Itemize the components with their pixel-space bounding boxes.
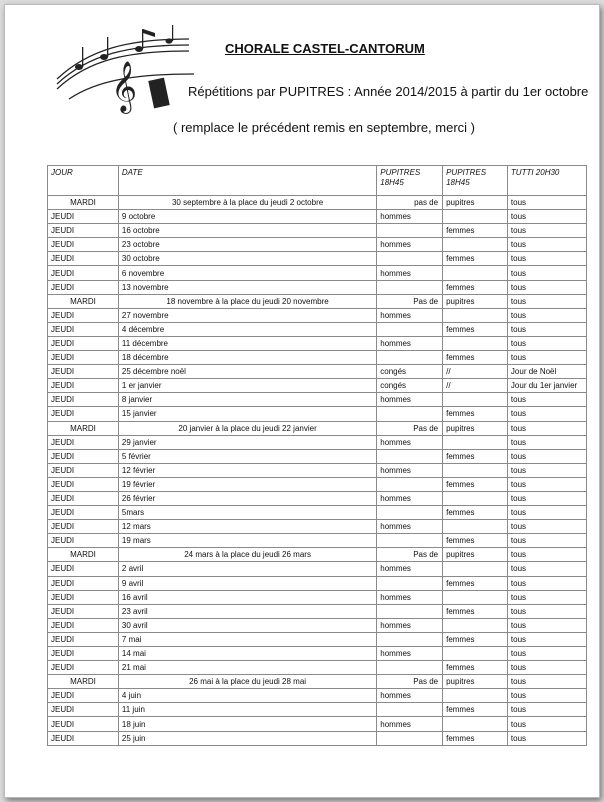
table-row xyxy=(48,661,587,675)
cell-pupitres-1 xyxy=(377,506,443,520)
cell-jour: JEUDI xyxy=(48,477,119,491)
cell-date: 11 juin xyxy=(118,703,376,717)
cell-pupitres-1 xyxy=(377,224,443,238)
cell-pupitres-2: femmes xyxy=(443,449,508,463)
table-row xyxy=(48,407,587,421)
cell-date: 8 janvier xyxy=(118,393,376,407)
column-header-pupitres-1: PUPITRES 18H45 xyxy=(377,166,443,196)
cell-pupitres-2 xyxy=(443,393,508,407)
cell-jour: JEUDI xyxy=(48,238,119,252)
cell-pupitres-1: hommes xyxy=(377,520,443,534)
cell-pupitres-2: femmes xyxy=(443,280,508,294)
cell-jour: MARDI xyxy=(48,548,119,562)
cell-tutti: tous xyxy=(507,393,586,407)
cell-pupitres-1: hommes xyxy=(377,210,443,224)
cell-tutti: tous xyxy=(507,534,586,548)
cell-pupitres-2: femmes xyxy=(443,407,508,421)
cell-tutti: tous xyxy=(507,647,586,661)
rehearsal-schedule-table xyxy=(47,165,587,746)
cell-date: 11 décembre xyxy=(118,336,376,350)
cell-pupitres-2: femmes xyxy=(443,252,508,266)
cell-date: 1 er janvier xyxy=(118,379,376,393)
cell-date: 4 juin xyxy=(118,689,376,703)
cell-pupitres-1: congés xyxy=(377,365,443,379)
cell-date: 19 mars xyxy=(118,534,376,548)
cell-jour: JEUDI xyxy=(48,336,119,350)
cell-pupitres-2: femmes xyxy=(443,731,508,745)
table-row xyxy=(48,477,587,491)
cell-date: 18 novembre à la place du jeudi 20 novembre xyxy=(118,294,376,308)
cell-date: 26 mai à la place du jeudi 28 mai xyxy=(118,675,376,689)
cell-tutti: tous xyxy=(507,351,586,365)
cell-date: 18 décembre xyxy=(118,351,376,365)
column-header-pupitres-2: PUPITRES 18H45 xyxy=(443,166,508,196)
table-row xyxy=(48,266,587,280)
table-row xyxy=(48,365,587,379)
cell-pupitres-2: femmes xyxy=(443,604,508,618)
cell-tutti: tous xyxy=(507,421,586,435)
cell-jour: JEUDI xyxy=(48,506,119,520)
cell-jour: JEUDI xyxy=(48,703,119,717)
cell-pupitres-1: hommes xyxy=(377,238,443,252)
cell-pupitres-2: // xyxy=(443,365,508,379)
cell-tutti: tous xyxy=(507,717,586,731)
cell-jour: JEUDI xyxy=(48,365,119,379)
cell-jour: JEUDI xyxy=(48,280,119,294)
cell-jour: JEUDI xyxy=(48,308,119,322)
cell-date: 27 novembre xyxy=(118,308,376,322)
table-row xyxy=(48,463,587,477)
table-row xyxy=(48,731,587,745)
table-row xyxy=(48,308,587,322)
cell-tutti: tous xyxy=(507,590,586,604)
cell-pupitres-1: Pas de xyxy=(377,294,443,308)
cell-pupitres-1: hommes xyxy=(377,689,443,703)
svg-text:𝄞: 𝄞 xyxy=(111,61,138,112)
cell-pupitres-1: hommes xyxy=(377,647,443,661)
cell-tutti: Jour du 1er janvier xyxy=(507,379,586,393)
cell-tutti: tous xyxy=(507,463,586,477)
cell-pupitres-1: hommes xyxy=(377,393,443,407)
cell-pupitres-2: pupitres xyxy=(443,196,508,210)
cell-date: 2 avril xyxy=(118,562,376,576)
cell-tutti: tous xyxy=(507,238,586,252)
table-row xyxy=(48,351,587,365)
document-title: CHORALE CASTEL-CANTORUM xyxy=(225,41,425,56)
cell-date: 18 juin xyxy=(118,717,376,731)
cell-tutti: tous xyxy=(507,196,586,210)
document-page xyxy=(4,4,600,798)
cell-pupitres-1: hommes xyxy=(377,435,443,449)
cell-pupitres-1 xyxy=(377,576,443,590)
cell-date: 19 février xyxy=(118,477,376,491)
cell-pupitres-2: femmes xyxy=(443,576,508,590)
cell-pupitres-2 xyxy=(443,308,508,322)
cell-tutti: tous xyxy=(507,308,586,322)
cell-jour: JEUDI xyxy=(48,435,119,449)
table-row xyxy=(48,520,587,534)
cell-jour: JEUDI xyxy=(48,534,119,548)
cell-pupitres-1: hommes xyxy=(377,308,443,322)
cell-tutti: tous xyxy=(507,661,586,675)
cell-date: 7 mai xyxy=(118,632,376,646)
cell-date: 16 avril xyxy=(118,590,376,604)
cell-pupitres-2: femmes xyxy=(443,224,508,238)
cell-pupitres-1: hommes xyxy=(377,336,443,350)
column-header-tutti: TUTTI 20H30 xyxy=(507,166,586,196)
cell-pupitres-1 xyxy=(377,280,443,294)
cell-jour: JEUDI xyxy=(48,576,119,590)
table-row xyxy=(48,632,587,646)
table-row xyxy=(48,534,587,548)
cell-pupitres-1: Pas de xyxy=(377,421,443,435)
cell-jour: JEUDI xyxy=(48,647,119,661)
cell-pupitres-2 xyxy=(443,717,508,731)
table-row-special xyxy=(48,675,587,689)
cell-date: 20 janvier à la place du jeudi 22 janvier xyxy=(118,421,376,435)
cell-date: 5mars xyxy=(118,506,376,520)
cell-tutti: tous xyxy=(507,477,586,491)
cell-pupitres-2: pupitres xyxy=(443,294,508,308)
cell-pupitres-1: pas de xyxy=(377,196,443,210)
cell-tutti: tous xyxy=(507,506,586,520)
table-row xyxy=(48,604,587,618)
cell-tutti: tous xyxy=(507,336,586,350)
cell-date: 25 décembre noël xyxy=(118,365,376,379)
cell-jour: JEUDI xyxy=(48,252,119,266)
cell-pupitres-2 xyxy=(443,238,508,252)
cell-pupitres-2 xyxy=(443,647,508,661)
cell-pupitres-2: femmes xyxy=(443,661,508,675)
cell-pupitres-2: femmes xyxy=(443,703,508,717)
cell-pupitres-2: pupitres xyxy=(443,421,508,435)
cell-tutti: tous xyxy=(507,520,586,534)
cell-tutti: tous xyxy=(507,449,586,463)
cell-pupitres-1: congés xyxy=(377,379,443,393)
cell-pupitres-2: femmes xyxy=(443,322,508,336)
cell-tutti: tous xyxy=(507,252,586,266)
cell-date: 30 avril xyxy=(118,618,376,632)
cell-date: 25 juin xyxy=(118,731,376,745)
cell-tutti: tous xyxy=(507,731,586,745)
document-note: ( remplace le précédent remis en septembre, merci ) xyxy=(173,120,476,135)
cell-jour: MARDI xyxy=(48,294,119,308)
table-row xyxy=(48,210,587,224)
cell-tutti: tous xyxy=(507,294,586,308)
cell-pupitres-1 xyxy=(377,322,443,336)
cell-tutti: tous xyxy=(507,491,586,505)
table-row xyxy=(48,435,587,449)
cell-jour: JEUDI xyxy=(48,322,119,336)
cell-pupitres-1: hommes xyxy=(377,590,443,604)
table-row xyxy=(48,506,587,520)
cell-tutti: tous xyxy=(507,224,586,238)
column-header-jour: JOUR xyxy=(48,166,119,196)
cell-jour: JEUDI xyxy=(48,618,119,632)
table-row xyxy=(48,703,587,717)
cell-pupitres-2: // xyxy=(443,379,508,393)
cell-pupitres-2 xyxy=(443,336,508,350)
cell-pupitres-2 xyxy=(443,435,508,449)
cell-date: 23 avril xyxy=(118,604,376,618)
cell-pupitres-1: hommes xyxy=(377,491,443,505)
cell-tutti: tous xyxy=(507,604,586,618)
cell-pupitres-2 xyxy=(443,210,508,224)
cell-tutti: tous xyxy=(507,632,586,646)
cell-date: 24 mars à la place du jeudi 26 mars xyxy=(118,548,376,562)
cell-jour: JEUDI xyxy=(48,689,119,703)
cell-pupitres-2: femmes xyxy=(443,351,508,365)
table-row xyxy=(48,336,587,350)
cell-jour: JEUDI xyxy=(48,407,119,421)
cell-jour: JEUDI xyxy=(48,731,119,745)
cell-date: 15 janvier xyxy=(118,407,376,421)
table-row xyxy=(48,491,587,505)
table-header-row xyxy=(48,166,587,196)
cell-date: 5 février xyxy=(118,449,376,463)
cell-tutti: tous xyxy=(507,675,586,689)
cell-jour: JEUDI xyxy=(48,266,119,280)
cell-tutti: tous xyxy=(507,618,586,632)
cell-date: 13 novembre xyxy=(118,280,376,294)
cell-jour: JEUDI xyxy=(48,351,119,365)
cell-pupitres-1 xyxy=(377,661,443,675)
table-row-special xyxy=(48,421,587,435)
cell-pupitres-1: hommes xyxy=(377,266,443,280)
table-row-special xyxy=(48,294,587,308)
cell-date: 4 décembre xyxy=(118,322,376,336)
cell-jour: JEUDI xyxy=(48,224,119,238)
table-row xyxy=(48,224,587,238)
cell-jour: JEUDI xyxy=(48,463,119,477)
table-row xyxy=(48,238,587,252)
cell-date: 9 octobre xyxy=(118,210,376,224)
table-row-special xyxy=(48,196,587,210)
cell-pupitres-2: femmes xyxy=(443,534,508,548)
table-row xyxy=(48,689,587,703)
cell-pupitres-2 xyxy=(443,562,508,576)
cell-date: 29 janvier xyxy=(118,435,376,449)
cell-tutti: tous xyxy=(507,280,586,294)
cell-pupitres-2 xyxy=(443,266,508,280)
cell-date: 23 octobre xyxy=(118,238,376,252)
cell-tutti: tous xyxy=(507,703,586,717)
cell-date: 6 novembre xyxy=(118,266,376,280)
cell-pupitres-2 xyxy=(443,689,508,703)
cell-jour: MARDI xyxy=(48,421,119,435)
cell-pupitres-1 xyxy=(377,534,443,548)
cell-pupitres-2 xyxy=(443,590,508,604)
table-row xyxy=(48,280,587,294)
cell-jour: JEUDI xyxy=(48,520,119,534)
table-row xyxy=(48,576,587,590)
cell-date: 21 mai xyxy=(118,661,376,675)
cell-pupitres-2 xyxy=(443,520,508,534)
cell-pupitres-1 xyxy=(377,407,443,421)
cell-pupitres-2: pupitres xyxy=(443,548,508,562)
table-row xyxy=(48,717,587,731)
cell-tutti: tous xyxy=(507,266,586,280)
cell-jour: JEUDI xyxy=(48,661,119,675)
cell-tutti: tous xyxy=(507,576,586,590)
cell-pupitres-2: pupitres xyxy=(443,675,508,689)
cell-date: 16 octobre xyxy=(118,224,376,238)
table-row-special xyxy=(48,548,587,562)
table-row xyxy=(48,252,587,266)
cell-pupitres-1: hommes xyxy=(377,562,443,576)
table-row xyxy=(48,562,587,576)
cell-date: 9 avril xyxy=(118,576,376,590)
cell-pupitres-1: hommes xyxy=(377,463,443,477)
table-row xyxy=(48,393,587,407)
cell-date: 12 mars xyxy=(118,520,376,534)
cell-pupitres-2: femmes xyxy=(443,506,508,520)
table-row xyxy=(48,618,587,632)
cell-jour: JEUDI xyxy=(48,717,119,731)
cell-jour: JEUDI xyxy=(48,210,119,224)
cell-pupitres-2: femmes xyxy=(443,477,508,491)
cell-jour: MARDI xyxy=(48,675,119,689)
cell-pupitres-1 xyxy=(377,449,443,463)
cell-date: 26 février xyxy=(118,491,376,505)
table-row xyxy=(48,322,587,336)
cell-jour: JEUDI xyxy=(48,491,119,505)
table-row xyxy=(48,379,587,393)
cell-pupitres-1: Pas de xyxy=(377,548,443,562)
cell-date: 30 septembre à la place du jeudi 2 octobre xyxy=(118,196,376,210)
cell-pupitres-1 xyxy=(377,632,443,646)
cell-tutti: tous xyxy=(507,322,586,336)
cell-tutti: tous xyxy=(507,562,586,576)
table-row xyxy=(48,647,587,661)
document-subtitle: Répétitions par PUPITRES : Année 2014/2015 à partir du 1er octobre xyxy=(188,84,589,99)
cell-pupitres-2 xyxy=(443,618,508,632)
cell-date: 12 février xyxy=(118,463,376,477)
cell-jour: JEUDI xyxy=(48,590,119,604)
cell-jour: JEUDI xyxy=(48,604,119,618)
cell-jour: JEUDI xyxy=(48,632,119,646)
cell-pupitres-1: hommes xyxy=(377,717,443,731)
cell-tutti: Jour de Noël xyxy=(507,365,586,379)
cell-tutti: tous xyxy=(507,689,586,703)
cell-date: 14 mai xyxy=(118,647,376,661)
cell-tutti: tous xyxy=(507,407,586,421)
cell-jour: MARDI xyxy=(48,196,119,210)
cell-pupitres-2 xyxy=(443,463,508,477)
cell-pupitres-1 xyxy=(377,351,443,365)
cell-pupitres-1 xyxy=(377,477,443,491)
cell-pupitres-1 xyxy=(377,731,443,745)
cell-jour: JEUDI xyxy=(48,449,119,463)
cell-jour: JEUDI xyxy=(48,562,119,576)
cell-tutti: tous xyxy=(507,435,586,449)
cell-pupitres-1: hommes xyxy=(377,618,443,632)
table-row xyxy=(48,449,587,463)
cell-tutti: tous xyxy=(507,210,586,224)
cell-pupitres-1 xyxy=(377,604,443,618)
cell-pupitres-2: femmes xyxy=(443,632,508,646)
column-header-date: DATE xyxy=(118,166,376,196)
cell-jour: JEUDI xyxy=(48,379,119,393)
cell-pupitres-1: Pas de xyxy=(377,675,443,689)
cell-tutti: tous xyxy=(507,548,586,562)
cell-jour: JEUDI xyxy=(48,393,119,407)
cell-pupitres-1 xyxy=(377,252,443,266)
cell-pupitres-2 xyxy=(443,491,508,505)
cell-date: 30 octobre xyxy=(118,252,376,266)
music-notes-logo xyxy=(49,19,199,119)
cell-pupitres-1 xyxy=(377,703,443,717)
table-row xyxy=(48,590,587,604)
